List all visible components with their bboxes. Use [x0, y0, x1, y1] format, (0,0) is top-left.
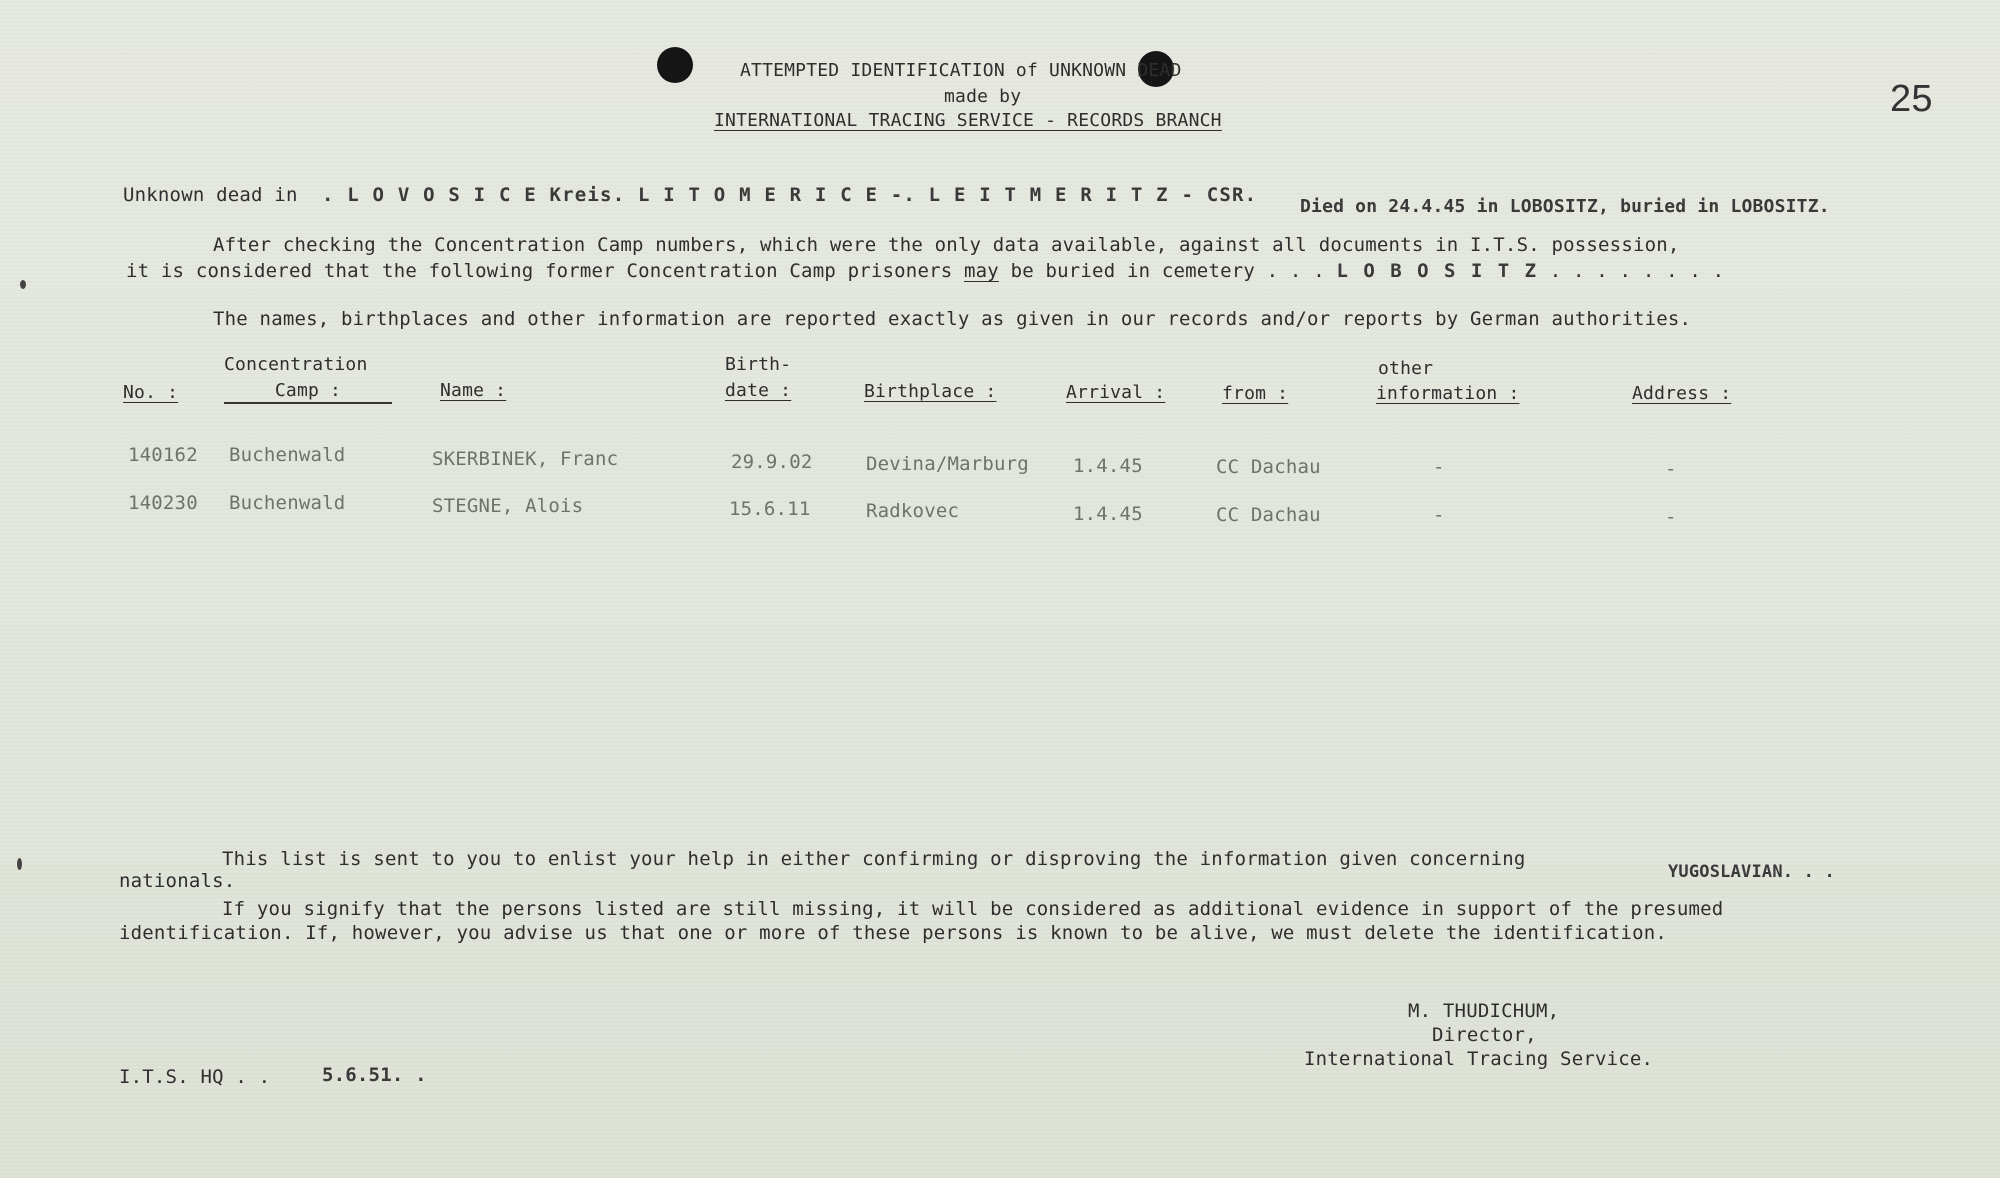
- header-other: information :: [1376, 383, 1520, 404]
- paragraph-records: The names, birthplaces and other information are reported exactly as given in our records and/or reports by German authorities.: [213, 308, 1692, 330]
- header-no: No. :: [123, 382, 179, 403]
- unknown-dead-label: Unknown dead in: [123, 184, 298, 206]
- cell-no: 140162: [128, 444, 198, 466]
- header-birthdate-top: Birth-: [725, 354, 792, 375]
- cell-from: CC Dachau: [1216, 504, 1321, 526]
- cemetery-name: L O B O S I T Z: [1336, 260, 1539, 282]
- page-number: 25: [1890, 78, 1933, 120]
- signature-title: Director,: [1432, 1024, 1537, 1046]
- header-birthdate: date :: [725, 380, 792, 401]
- header-from: from :: [1222, 383, 1289, 404]
- nationality: YUGOSLAVIAN. . .: [1668, 862, 1835, 882]
- closing-line4: identification. If, however, you advise us that one or more of these persons is known to be alive, we must delete the identification.: [119, 922, 1667, 944]
- header-address: Address :: [1632, 383, 1732, 404]
- footer-date: 5.6.51. .: [322, 1064, 427, 1086]
- death-info: Died on 24.4.45 in LOBOSITZ, buried in LOBOSITZ.: [1300, 196, 1830, 217]
- cell-camp: Buchenwald: [229, 492, 346, 514]
- made-by-text: made by: [944, 86, 1022, 107]
- closing-line3: If you signify that the persons listed are still missing, it will be considered as additional evidence in support of the presumed: [222, 898, 1724, 920]
- header-camp-top: Concentration: [224, 354, 368, 375]
- signature-org: International Tracing Service.: [1304, 1048, 1654, 1070]
- header-birthplace: Birthplace :: [864, 381, 997, 402]
- cell-name: SKERBINEK, Franc: [432, 448, 619, 470]
- cell-birthdate: 15.6.11: [729, 498, 811, 520]
- cell-other: -: [1433, 456, 1445, 478]
- cell-camp: Buchenwald: [229, 444, 346, 466]
- cell-arrival: 1.4.45: [1073, 455, 1143, 477]
- cell-birthdate: 29.9.02: [731, 451, 813, 473]
- cell-address: -: [1665, 506, 1677, 528]
- cell-from: CC Dachau: [1216, 456, 1321, 478]
- cell-no: 140230: [128, 492, 198, 514]
- footer-label: I.T.S. HQ . .: [119, 1066, 271, 1088]
- header-other-top: other: [1378, 358, 1434, 379]
- cell-address: -: [1665, 458, 1677, 480]
- signature-name: M. THUDICHUM,: [1408, 1000, 1560, 1022]
- paragraph-checking-line2: it is considered that the following former Concentration Camp prisoners may be buried in cemetery . . . L O B O S I T Z . . . . . . . .: [126, 260, 1725, 282]
- cell-name: STEGNE, Alois: [432, 495, 584, 517]
- margin-mark: [17, 858, 22, 870]
- header-camp: Camp :: [224, 380, 392, 404]
- branch-title: INTERNATIONAL TRACING SERVICE - RECORDS BRANCH: [714, 110, 1222, 131]
- closing-line1: This list is sent to you to enlist your help in either confirming or disproving the information given concerning: [222, 848, 1526, 870]
- header-name: Name :: [440, 380, 507, 401]
- document-title: ATTEMPTED IDENTIFICATION of UNKNOWN DEAD: [740, 60, 1182, 81]
- cell-birthplace: Devina/Marburg: [866, 453, 1029, 475]
- closing-line2: nationals.: [119, 870, 236, 892]
- cell-birthplace: Radkovec: [866, 500, 960, 522]
- header-arrival: Arrival :: [1066, 382, 1166, 403]
- margin-mark: [20, 280, 26, 289]
- punch-hole-left: [657, 47, 693, 83]
- cell-other: -: [1433, 504, 1445, 526]
- unknown-dead-place: . L O V O S I C E Kreis. L I T O M E R I C E -. L E I T M E R I T Z - CSR.: [322, 184, 1258, 206]
- cell-arrival: 1.4.45: [1073, 503, 1143, 525]
- paragraph-checking-line1: After checking the Concentration Camp numbers, which were the only data available, against all documents in I.T.S. possession,: [213, 234, 1680, 256]
